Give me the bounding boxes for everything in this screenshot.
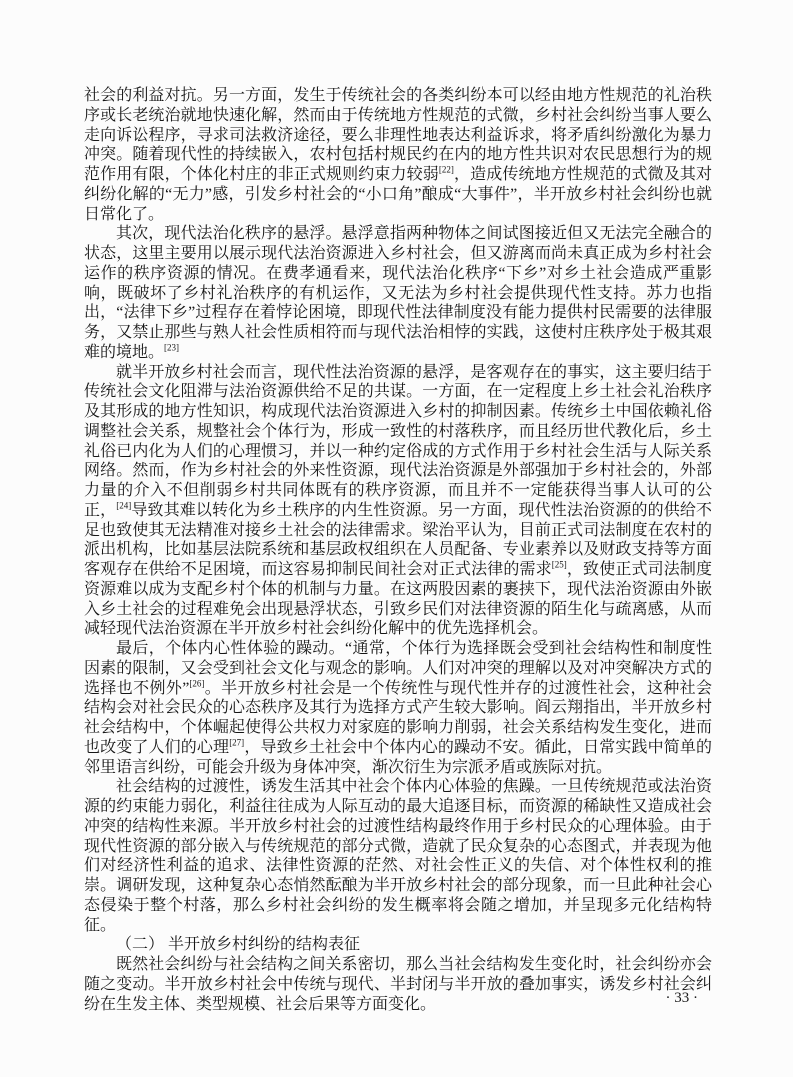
paragraph-transitional-structure: 社会结构的过渡性，诱发生活其中社会个体内心体验的焦躁。一旦传统规范或法治资源的约束能力弱化，利益往往成为人际互动的最大追逐目标，而资源的稀缺性又造成社会冲突的结构性来源。半开放乡村社会的过渡性结构最终作用于乡村民众的心理体验。由于现代性资源的部分嵌入与传统规范的部分式微，造就了民众复杂的心态图式，并表现为他们对经济性利益的追求、法律性资源的茫然、对社会性正义的失信、对个体性权利的推崇。调研发现，这种复杂心态悄然酝酿为半开放乡村社会的部分现象，而一旦此种社会心态侵染于整个村落，那么乡村社会纠纷的发生概率将会随之增加，并呈现多元化结构特征。 [84, 778, 712, 934]
footnote-reference: [24] [116, 500, 132, 511]
paragraph-continuation: 社会的利益对抗。另一方面，发生于传统社会的各类纠纷本可以经由地方性规范的礼治秩序或长老统治就地快速化解，然而由于传统地方性规范的式微，乡村社会纠纷当事人要么走向诉讼程序，寻求司法救济途径，要么非理性地表达利益诉求，将矛盾纠纷激化为暴力冲突。随着现代性的持续嵌入，农村包括村规民约在内的地方性共识对农民思想行为的规范作用有限，个体化村庄的非正式规则约束力较弱[22]，造成传统地方性规范的式微及其对纠纷化解的“无力”感，引发乡村社会的“小口角”酿成“大事件”，半开放乡村社会纠纷也就日常化了。 [84, 87, 712, 223]
footnote-reference: [27] [229, 737, 245, 748]
page-number: · 33 · [665, 990, 698, 1006]
footnote-reference: [23] [164, 342, 180, 353]
paragraph-inner-restlessness: 最后，个体内心性体验的躁动。“通常，个体行为选择既会受到社会结构性和制度性因素的限制，又会受到社会文化与观念的影响。人们对冲突的理解以及对冲突解决方式的选择也不例外”[26]。半开放乡村社会是一个传统性与现代性并存的过渡性社会，这种社会结构会对社会民众的心态秩序及其行为选择方式产生较大影响。阎云翔指出，半开放乡村社会结构中，个体崛起使得公共权力对家庭的影响力削弱，社会关系结构发生变化，进而也改变了人们的心理[27]，导致乡土社会中个体内心的躁动不安。循此，日常实践中简单的邻里语言纠纷，可能会升级为身体冲突，渐次衍生为宗派矛盾或族际对抗。 [84, 640, 712, 776]
footnote-reference: [26] [189, 678, 205, 689]
footnote-reference: [25] [551, 559, 567, 570]
paragraph-semi-open-society: 就半开放乡村社会而言，现代性法治资源的悬浮，是客观存在的事实，这主要归结于传统社会文化阻滞与法治资源供给不足的共谋。一方面，在一定程度上乡土社会礼治秩序及其形成的地方性知识，构成现代法治资源进入乡村的抑制因素。传统乡土中国依赖礼俗调整社会关系，规整社会个体行为，形成一致性的村落秩序，而且经历世代教化后，乡土礼俗已内化为人们的心理惯习，并以一种约定俗成的方式作用于乡村社会生活与人际关系网络。然而，作为乡村社会的外来性资源，现代法治资源是外部强加于乡村社会的，外部力量的介入不但削弱乡村共同体既有的秩序资源，而且并不一定能获得当事人认可的公正，[24]导致其难以转化为乡土秩序的内生性资源。另一方面，现代性法治资源的的供给不足也致使其无法精准对接乡土社会的法律需求。梁治平认为，目前正式司法制度在农村的派出机构，比如基层法院系统和基层政权组织在人员配备、专业素养以及财政支持等方面客观存在供给不足困境，而这容易抑制民间社会对正式法律的需求[25]，致使正式司法制度资源难以成为支配乡村个体的机制与力量。在这两股因素的裹挟下，现代法治资源由外嵌入乡土社会的过程难免会出现悬浮状态，引致乡民们对法律资源的陌生化与疏离感，从而减轻现代法治资源在半开放乡村社会纠纷化解中的优先选择机会。 [84, 363, 712, 638]
document-body [84, 86, 712, 1014]
footnote-reference: [22] [438, 164, 454, 175]
paragraph-modern-legal-order: 其次，现代法治化秩序的悬浮。悬浮意指两种物体之间试图接近但又无法完全融合的状态，这里主要用以展示现代法治资源进入乡村社会，但又游离而尚未真正成为乡村社会运作的秩序资源的情况。在费孝通看来，现代法治化秩序“下乡”对乡土社会造成严重影响，既破坏了乡村礼治秩序的有机运作，又无法为乡村社会提供现代性支持。苏力也指出，“法律下乡”过程存在着悖论困境，即现代性法律制度没有能力提供村民需要的法律服务，又禁止那些与熟人社会性质相符而与现代法治相悖的实践，这使村庄秩序处于极其艰难的境地。[23] [84, 225, 712, 361]
paragraph-structural-change: 既然社会纠纷与社会结构之间关系密切，那么当社会结构发生变化时，社会纠纷亦会随之变动。半开放乡村社会中传统与现代、半封闭与半开放的叠加事实，诱发乡村社会纠纷在生发主体、类型规模、社会后果等方面变化。 [84, 956, 712, 1013]
section-heading: （二） 半开放乡村纠纷的结构表征 [116, 936, 361, 954]
